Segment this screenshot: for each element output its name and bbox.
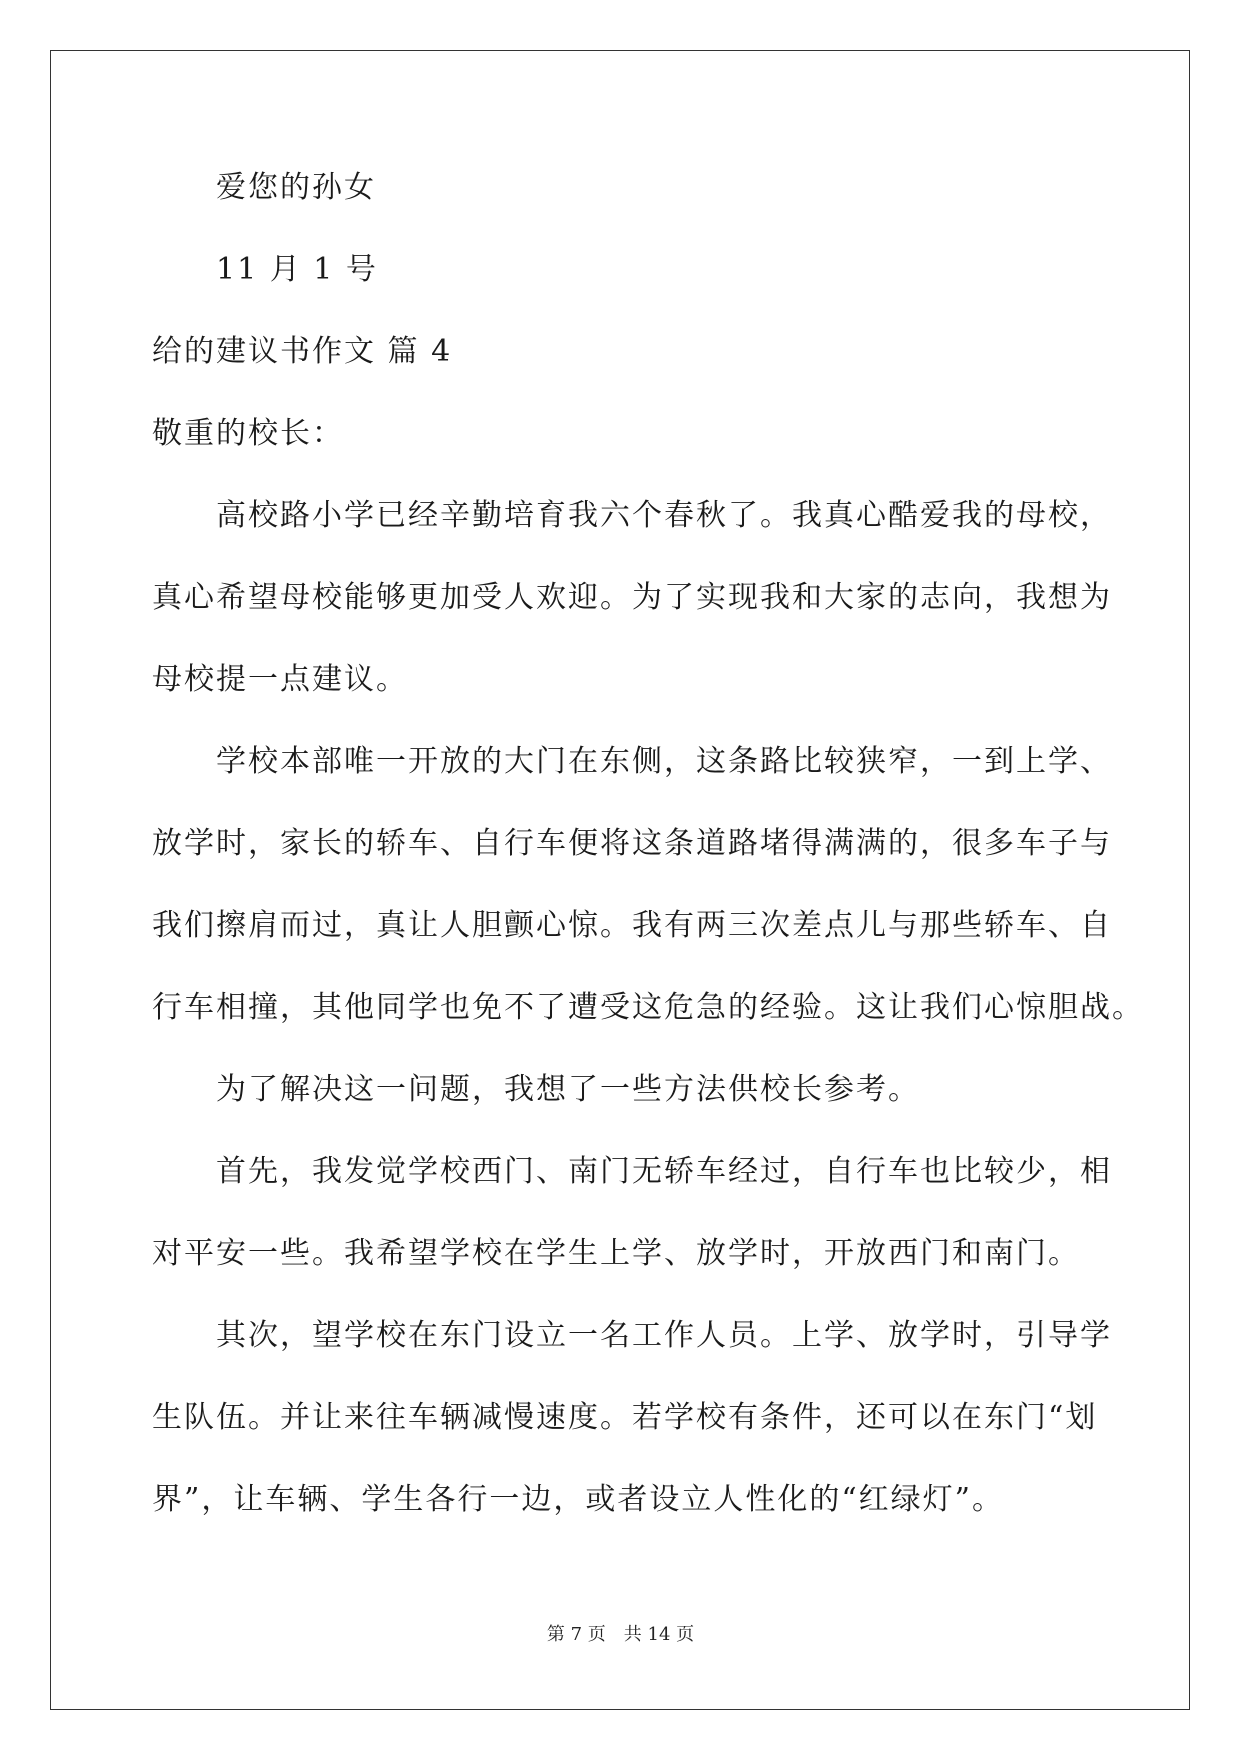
page-number-footer: 第 7 页 共 14 页 [546,1624,695,1645]
paragraph-line: 高校路小学已经辛勤培育我六个春秋了。我真心酷爱我的母校， [216,498,1112,533]
page-border [50,50,1190,1710]
paragraph-line: 行车相撞，其他同学也免不了遭受这危急的经验。这让我们心惊胆战。 [152,990,1144,1025]
paragraph-line: 生队伍。并让来往车辆减慢速度。若学校有条件，还可以在东门“划 [152,1400,1098,1435]
signature-line: 爱您的孙女 [216,170,376,205]
salutation: 敬重的校长： [152,416,344,451]
paragraph-line: 放学时，家长的轿车、自行车便将这条道路堵得满满的，很多车子与 [152,826,1112,861]
paragraph-line: 对平安一些。我希望学校在学生上学、放学时，开放西门和南门。 [152,1236,1080,1271]
paragraph-line: 母校提一点建议。 [152,662,408,697]
paragraph-line: 我们擦肩而过，真让人胆颤心惊。我有两三次差点儿与那些轿车、自 [152,908,1112,943]
paragraph-line: 真心希望母校能够更加受人欢迎。为了实现我和大家的志向，我想为 [152,580,1112,615]
paragraph-line: 学校本部唯一开放的大门在东侧，这条路比较狭窄，一到上学、 [216,744,1112,779]
paragraph-line: 为了解决这一问题，我想了一些方法供校长参考。 [216,1072,920,1107]
date-line: 11 月 1 号 [216,252,378,287]
paragraph-line: 界”，让车辆、学生各行一边，或者设立人性化的“红绿灯”。 [152,1482,1005,1517]
paragraph-line: 其次，望学校在东门设立一名工作人员。上学、放学时，引导学 [216,1318,1112,1353]
paragraph-line: 首先，我发觉学校西门、南门无轿车经过，自行车也比较少，相 [216,1154,1112,1189]
section-heading: 给的建议书作文 篇 4 [152,334,453,369]
